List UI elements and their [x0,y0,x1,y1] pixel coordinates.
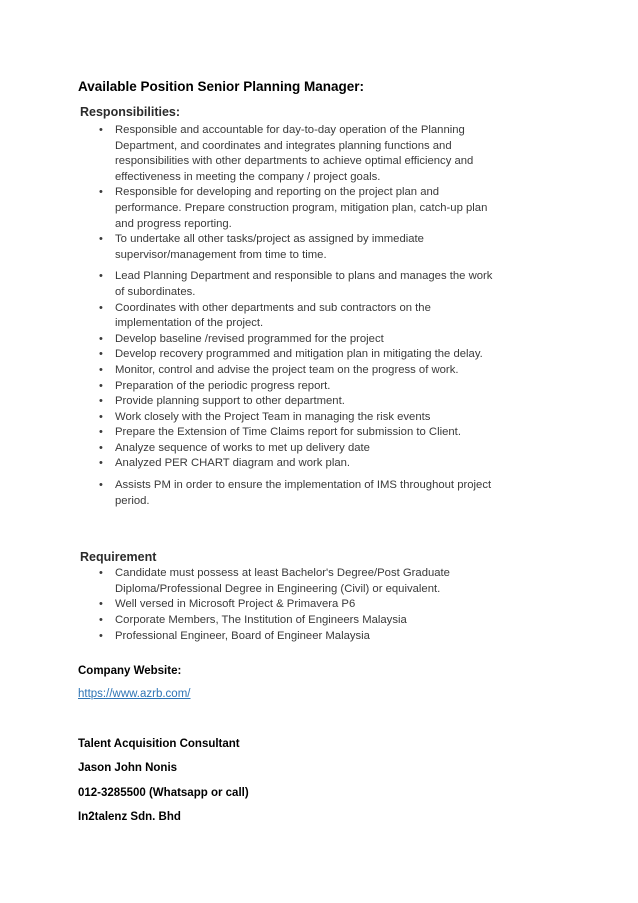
list-item-text: of subordinates. [115,285,196,298]
requirement-list [80,566,500,644]
contact-company: In2talenz Sdn. Bhd [78,811,181,823]
responsibilities-heading: Responsibilities: [80,105,181,119]
list-item-text: Responsible and accountable for day-to-day operation of the Planning [115,124,465,136]
list-item-text: Candidate must possess at least Bachelor's Degree/Post Graduate [115,567,450,580]
list-item-text: Work closely with the Project Team in managing the risk events [115,410,431,423]
contact-name: Jason John Nonis [78,762,178,774]
list-item [80,301,500,332]
bullet-icon: • [99,426,103,439]
list-item-text: Responsible for developing and reporting on the project plan and [115,186,440,199]
bullet-icon: • [99,457,103,470]
bullet-icon: • [99,233,103,246]
bullet-icon: • [99,410,103,423]
bullet-icon: • [99,629,103,642]
job-description-image [80,104,500,644]
list-item [80,185,500,232]
list-item-text: Preparation of the periodic progress report. [115,379,331,392]
bullet-icon: • [99,348,103,361]
bullet-icon: • [99,598,103,611]
requirement-heading: Requirement [80,550,157,565]
list-item-text: responsibilities with other departments to achieve optimal efficiency and [115,155,474,168]
page-title: Available Position Senior Planning Manager: [78,79,365,94]
list-item-text: Lead Planning Department and responsible to plans and manages the work [115,270,493,283]
list-item-text: Diploma/Professional Degree in Engineering (Civil) or equivalent. [115,582,441,595]
list-item [80,441,500,457]
bullet-icon: • [99,441,103,454]
bullet-icon: • [99,567,103,580]
contact-phone: 012-3285500 (Whatsapp or call) [78,787,249,799]
list-item-text: To undertake all other tasks/project as assigned by immediate [115,233,424,246]
list-item [80,269,500,300]
list-item-text: Analyzed PER CHART diagram and work plan. [115,457,351,470]
bullet-icon: • [99,124,103,136]
bullet-icon: • [99,270,103,283]
responsibilities-list [80,123,500,263]
list-item [80,394,500,410]
company-website-label: Company Website: [78,665,182,677]
bullet-icon: • [99,379,103,392]
list-item-text: Coordinates with other departments and sub contractors on the [115,301,431,314]
bullet-icon: • [99,614,103,627]
contact-role: Talent Acquisition Consultant [78,738,240,750]
list-item-text: Monitor, control and advise the project team on the progress of work. [115,363,459,376]
list-item-text: and progress reporting. [115,217,232,230]
list-item-text: Well versed in Microsoft Project & Primavera P6 [115,598,356,611]
list-item-text: Provide planning support to other department. [115,395,345,408]
list-item-text: period. [115,494,150,507]
list-item [80,379,500,395]
list-item-text: supervisor/management from time to time. [115,248,327,261]
list-item [80,363,500,379]
list-item [80,613,500,629]
list-item [80,629,500,645]
list-item [80,347,500,363]
bullet-icon: • [99,363,103,376]
list-item [80,410,500,426]
bullet-icon: • [99,395,103,408]
list-item [80,566,500,597]
responsibilities-list [80,269,500,472]
list-item [80,332,500,348]
list-item-text: Prepare the Extension of Time Claims report for submission to Client. [115,426,461,439]
list-item-text: Professional Engineer, Board of Engineer Malaysia [115,629,370,642]
responsibilities-list [80,478,500,509]
company-website-link[interactable]: https://www.azrb.com/ [78,688,191,700]
bullet-icon: • [99,186,103,199]
list-item [80,456,500,472]
list-item-text: Corporate Members, The Institution of Engineers Malaysia [115,614,407,627]
list-item [80,123,500,185]
list-item-text: Develop recovery programmed and mitigation plan in mitigating the delay. [115,348,483,361]
list-item-text: effectiveness in meeting the company / project goals. [115,170,381,183]
list-item [80,478,500,509]
bullet-icon: • [99,479,103,492]
list-item [80,232,500,263]
list-item [80,425,500,441]
list-item-text: performance. Prepare construction program, mitigation plan, catch-up plan [115,201,488,214]
list-item [80,597,500,613]
bullet-icon: • [99,332,103,345]
list-item-text: Develop baseline /revised programmed for the project [115,332,384,345]
bullet-icon: • [99,301,103,314]
list-item-text: Assists PM in order to ensure the implementation of IMS throughout project [115,479,492,492]
list-item-text: Department, and coordinates and integrates planning functions and [115,139,452,152]
list-item-text: implementation of the project. [115,317,264,330]
list-item-text: Analyze sequence of works to met up delivery date [115,441,370,454]
